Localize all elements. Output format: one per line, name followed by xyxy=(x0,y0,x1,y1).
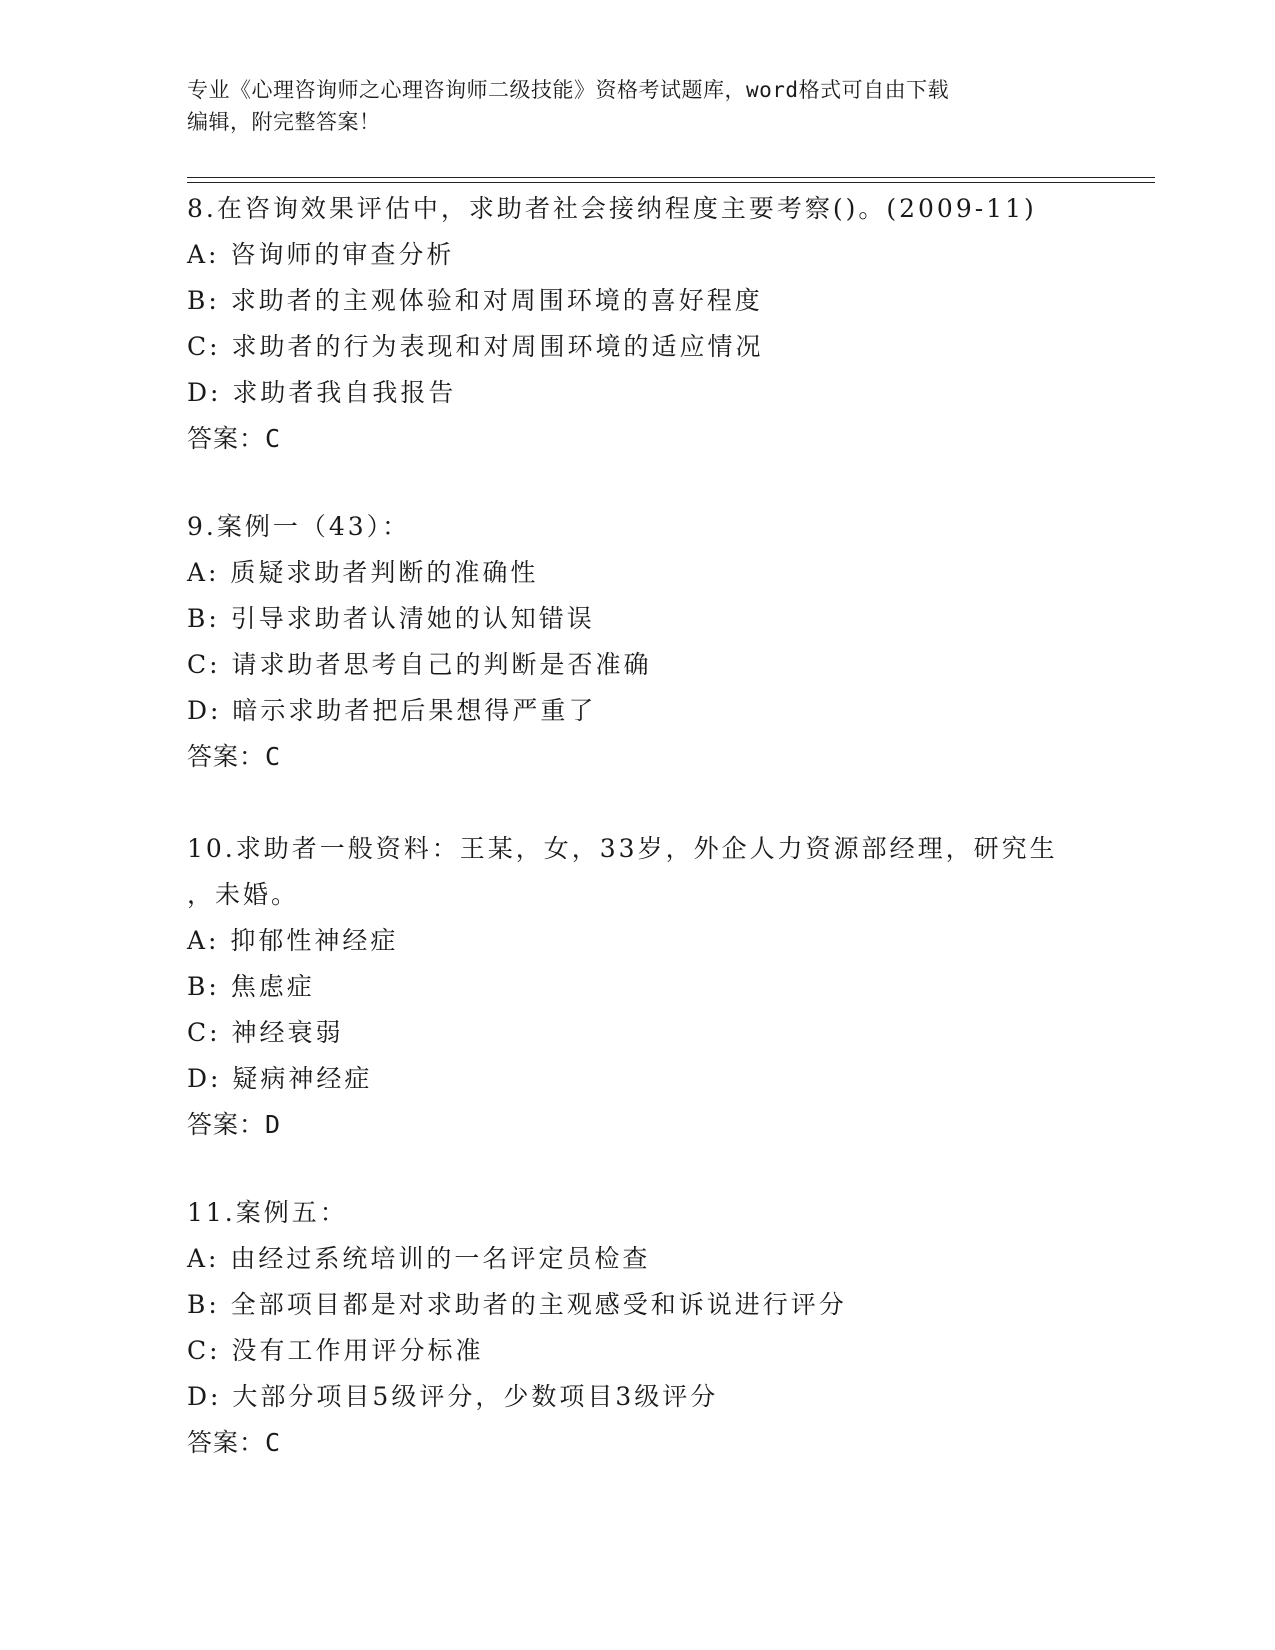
answer-label: 答案： xyxy=(187,742,266,771)
answer-label: 答案： xyxy=(187,1428,266,1457)
header-line-2: 编辑，附完整答案！ xyxy=(187,110,381,134)
header-divider-bottom xyxy=(187,182,1155,183)
option-a: A: 抑郁性神经症 xyxy=(187,926,399,955)
option-d: D: 求助者我自我报告 xyxy=(187,378,457,407)
question-11 xyxy=(187,1190,1107,1466)
answer-line xyxy=(187,1102,1107,1148)
question-stem-continued: ，未婚。 xyxy=(187,880,300,909)
answer-value: C xyxy=(265,424,282,453)
header-divider-top xyxy=(187,177,1155,178)
option-d: D: 暗示求助者把后果想得严重了 xyxy=(187,696,597,725)
question-stem: 11.案例五： xyxy=(187,1198,348,1227)
option-b: B: 全部项目都是对求助者的主观感受和诉说进行评分 xyxy=(187,1290,847,1319)
answer-value: C xyxy=(265,1428,282,1457)
option-c: C: 请求助者思考自己的判断是否准确 xyxy=(187,650,652,679)
question-stem: 10.求助者一般资料：王某，女，33岁，外企人力资源部经理，研究生 xyxy=(187,834,1058,863)
answer-line xyxy=(187,734,1107,780)
option-b: B: 求助者的主观体验和对周围环境的喜好程度 xyxy=(187,286,763,315)
option-c: C: 没有工作用评分标准 xyxy=(187,1336,484,1365)
question-stem: 8.在咨询效果评估中，求助者社会接纳程度主要考察()。(2009-11) xyxy=(187,194,1037,223)
document-header xyxy=(187,74,1087,138)
option-d: D: 大部分项目5级评分，少数项目3级评分 xyxy=(187,1382,719,1411)
option-c: C: 求助者的行为表现和对周围环境的适应情况 xyxy=(187,332,764,361)
question-9 xyxy=(187,504,1107,780)
answer-value: D xyxy=(265,1110,282,1139)
option-a: A: 咨询师的审查分析 xyxy=(187,240,455,269)
option-c: C: 神经衰弱 xyxy=(187,1018,344,1047)
answer-line xyxy=(187,416,1107,462)
option-b: B: 焦虑症 xyxy=(187,972,315,1001)
header-line-1: 专业《心理咨询师之心理咨询师二级技能》资格考试题库，word格式可自由下载 xyxy=(187,78,950,102)
option-b: B: 引导求助者认清她的认知错误 xyxy=(187,604,595,633)
option-a: A: 质疑求助者判断的准确性 xyxy=(187,558,539,587)
answer-line xyxy=(187,1420,1107,1466)
question-stem: 9.案例一（43）： xyxy=(187,512,411,541)
option-a: A: 由经过系统培训的一名评定员检查 xyxy=(187,1244,651,1273)
answer-label: 答案： xyxy=(187,1110,266,1139)
answer-label: 答案： xyxy=(187,424,266,453)
option-d: D: 疑病神经症 xyxy=(187,1064,373,1093)
answer-value: C xyxy=(265,742,282,771)
question-10 xyxy=(187,826,1107,1148)
question-8 xyxy=(187,186,1107,462)
